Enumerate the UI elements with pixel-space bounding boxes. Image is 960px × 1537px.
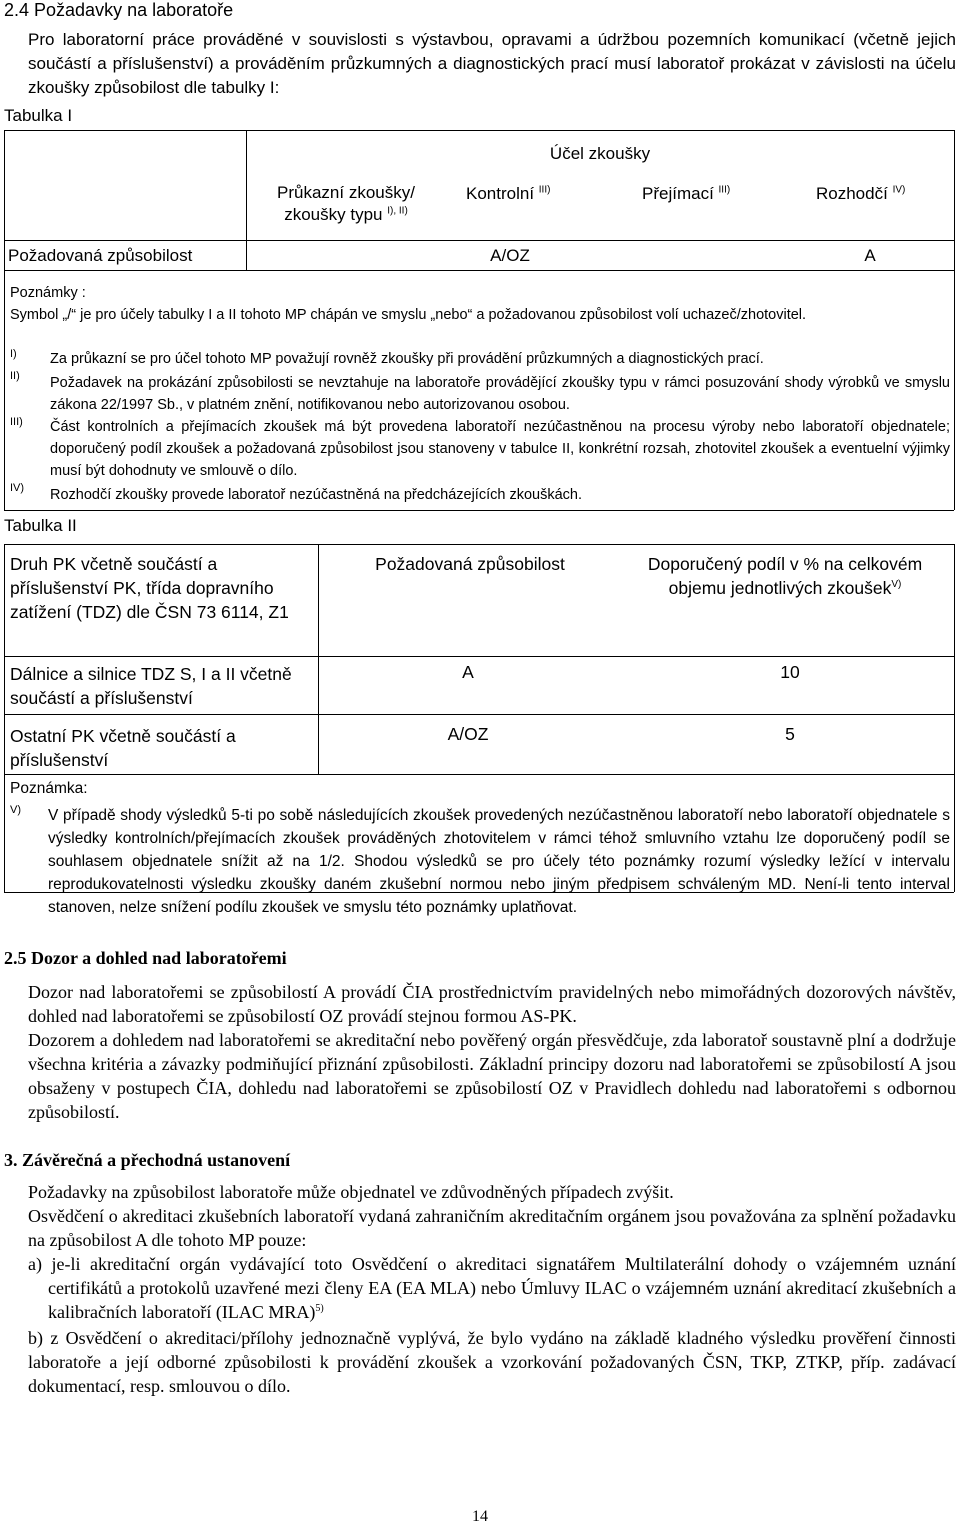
section-2-5-para2: Dozorem a dohledem nad laboratořemi se akreditační nebo pověřený orgán přesvědčuje, zda laboratoř soustavně plní a dodržuje všechna kritéria a závazky podmiňující přiznání způsobilosti. Základní principy dozoru nad laboratořemi se způsobilostí A jsou obsaženy v postupech ČIA, dohledu nad laboratořemi se způsobilostí OZ v Pravidlech dohledu nad laboratořemi s odbornou způsobilostí. bbox=[28, 1030, 956, 1122]
table1-col-kontrolni bbox=[466, 184, 550, 204]
table2 bbox=[0, 544, 960, 774]
table1-row-value-rozhodci: A bbox=[864, 246, 876, 265]
table1-col-prukazni-line1: Průkazní zkoušky/ bbox=[277, 183, 415, 202]
table1-notes-symbol: Symbol „/“ je pro účely tabulky I a II tohoto MP chápán ve smyslu „nebo“ a požadovanou způsobilost volí uchazeč/zhotovitel. bbox=[10, 307, 807, 323]
note-text-4: Rozhodčí zkoušky provede laboratoř nezúčastněná na předcházejících zkouškách. bbox=[50, 487, 582, 503]
table2-note bbox=[0, 774, 960, 916]
section-3-para1: Požadavky na způsobilost laboratoře může objednatel ve zdůvodněných případech zvýšit. bbox=[28, 1182, 674, 1202]
note-mark-2: II) bbox=[10, 370, 20, 382]
table1-col-prukazni-sup: I), II) bbox=[387, 205, 408, 217]
section-3-para2: Osvědčení o akreditaci zkušebních laboratoří vydaná zahraničním akreditačním orgánem jsou považována za splnění požadavku na způsobilost A dle tohoto MP pouze: bbox=[28, 1206, 956, 1250]
table1-col-kontrolni-sup: III) bbox=[538, 184, 551, 196]
page-number: 14 bbox=[472, 1508, 488, 1525]
table2-row2-druh: Ostatní PK včetně součástí a příslušenství bbox=[10, 726, 236, 770]
section-3-item-a-text: a) je-li akreditační orgán vydávající toto Osvědčení o akreditaci signatářem Multilaterální dohody o vzájemném uznání certifikátů a protokolů uzavřené mezi členy EA (EA MLA) nebo Úmluvy ILAC o vzájemném uznání akreditací zkušebních a kalibračních laboratoří (ILAC MRA) bbox=[28, 1254, 956, 1322]
section-3-item-b: b) z Osvědčení o akreditaci/přílohy jednoznačně vyplývá, že bylo vydáno na základě kladného výsledku prověření činnosti laboratoře a její odborné způsobilosti k provádění zkoušek a vzorkování požadovaných ČSN, TKP, ZTKP, příp. zadávací dokumentací, resp. smlouvou o dílo. bbox=[28, 1328, 956, 1396]
table2-row2-zpusobilost: A/OZ bbox=[447, 724, 489, 744]
table1 bbox=[0, 130, 960, 270]
table1-col-kontrolni-label: Kontrolní bbox=[466, 184, 535, 203]
table2-header-col1: Druh PK včetně součástí a příslušenství PK, třída dopravního zatížení (TDZ) dle ČSN 73 6114, Z1 bbox=[10, 554, 289, 622]
table2-header-col3-sup: V) bbox=[891, 579, 902, 591]
table1-col-prukazni-line2: zkoušky typu bbox=[284, 205, 383, 224]
table1-row-label: Požadovaná způsobilost bbox=[8, 246, 193, 265]
table1-group-header: Účel zkoušky bbox=[549, 144, 651, 163]
note-mark-1: I) bbox=[10, 348, 17, 360]
table2-note-text: V případě shody výsledků 5-ti po sobě následujících zkoušek provedených nezúčastněnou laboratoří nebo laboratoří objednatele s výsledky kontrolních/přejímacích zkoušek prováděných zhotovitelem v rámci téhož smluvního vztahu lze doporučený podíl se souhlasem objednatele snížit až na 1/2. Shodou výsledků se pro účely této poznámky rozumí výsledky ležící v intervalu reprodukovatelnosti výsledku zkoušky daném zkušební normou nebo jiným předpisem schváleným MD. Není-li tento interval stanoven, nelze snížení podílu zkoušek ve smyslu této poznámky uplatňovat. bbox=[48, 807, 950, 916]
table2-row2-podil: 5 bbox=[785, 724, 795, 744]
table2-note-title: Poznámka: bbox=[10, 780, 88, 797]
table1-col-rozhodci bbox=[816, 184, 905, 204]
section-2-5-para1: Dozor nad laboratořemi se způsobilostí A provádí ČIA prostřednictvím pravidelných nebo mimořádných dozorových návštěv, dohled nad laboratořemi se způsobilostí OZ provádí stejnou formou AS-PK. bbox=[28, 982, 956, 1026]
section-3-item-a bbox=[28, 1252, 956, 1324]
table2-row1-podil: 10 bbox=[780, 662, 800, 682]
table1-caption: Tabulka I bbox=[4, 106, 73, 125]
section-2-4-heading: 2.4 Požadavky na laboratoře bbox=[4, 0, 234, 20]
section-2-5-heading: 2.5 Dozor a dohled nad laboratořemi bbox=[4, 948, 287, 968]
note-text-2: Požadavek na prokázání způsobilosti se nevztahuje na laboratoře provádějící zkoušky typu v rámci posuzování shody výrobků ve smyslu zákona 22/1997 Sb., v platném znění, notifikovanou nebo autorizovanou osobou. bbox=[50, 375, 950, 413]
table2-header-col3 bbox=[620, 552, 950, 600]
table1-notes-title: Poznámky : bbox=[10, 285, 86, 301]
table2-caption: Tabulka II bbox=[4, 516, 77, 535]
table2-row1-druh: Dálnice a silnice TDZ S, I a II včetně součástí a příslušenství bbox=[10, 664, 292, 708]
table1-col-prukazni bbox=[246, 182, 446, 226]
table1-notes bbox=[0, 270, 960, 510]
note-text-3: Část kontrolních a přejímacích zkoušek má být provedena laboratoří nezúčastněnou na procesu výroby nebo laboratoří objednatele; doporučený podíl zkoušek a požadovaná způsobilost jsou stanoveny v tabulce II, konkrétní rozsah, zhotovitel zkoušek a eventuelní výjimky musí být dohodnuty ve smlouvě o dílo. bbox=[50, 419, 950, 479]
note-mark-4: IV) bbox=[10, 482, 25, 494]
table2-header-col2: Požadovaná způsobilost bbox=[375, 554, 565, 574]
table2-note-mark: V) bbox=[10, 804, 21, 816]
section-2-4-intro: Pro laboratorní práce prováděné v souvislosti s výstavbou, opravami a údržbou pozemních komunikací (včetně jejich součástí a příslušenství) a prováděním průzkumných a diagnostických prací musí laboratoř prokázat v závislosti na účelu zkoušky způsobilost dle tabulky I: bbox=[28, 30, 956, 97]
table2-header-col3-label: Doporučený podíl v % na celkovém objemu jednotlivých zkoušek bbox=[647, 554, 923, 598]
note-mark-3: III) bbox=[10, 416, 23, 428]
table2-row1-zpusobilost: A bbox=[462, 662, 474, 682]
section-3-item-a-sup: 5) bbox=[315, 1303, 324, 1314]
table1-col-prejimaci bbox=[642, 184, 730, 204]
table1-col-rozhodci-sup: IV) bbox=[892, 184, 906, 196]
table1-row-value-main: A/OZ bbox=[490, 246, 530, 265]
table1-col-prejimaci-sup: III) bbox=[718, 184, 731, 196]
table1-col-prejimaci-label: Přejímací bbox=[642, 184, 714, 203]
section-3-heading: 3. Závěrečná a přechodná ustanovení bbox=[4, 1150, 291, 1170]
table1-col-rozhodci-label: Rozhodčí bbox=[816, 184, 888, 203]
note-text-1: Za průkazní se pro účel tohoto MP považují rovněž zkoušky při provádění průzkumných a diagnostických prací. bbox=[50, 351, 764, 367]
